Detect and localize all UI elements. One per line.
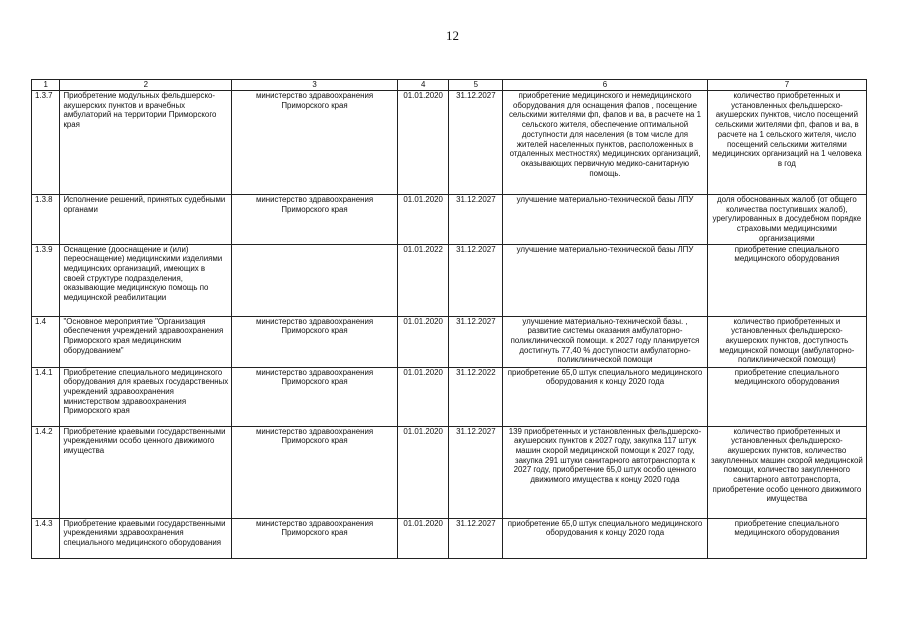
table-row (32, 195, 867, 245)
row-number: 1.4.3 (32, 518, 60, 558)
indicator: доля обоснованных жалоб (от общего количества поступивших жалоб), урегулированных в досудебном порядке страховыми медицинскими организациями (707, 195, 866, 245)
indicator: количество приобретенных и установленных фельдшерско-акушерских пунктов, доступность медицинской помощи (амбулаторно-поликлинической помощи) (707, 316, 866, 367)
table-row (32, 518, 867, 558)
indicator: приобретение специального медицинского оборудования (707, 367, 866, 426)
indicator: количество приобретенных и установленных фельдшерско-акушерских пунктов, число посещений сельскими жителями фп, фапов и ва, в расчете на 1 сельского жителя, число посещений сельскими жителями медицинских организаций на 1 человека в год (707, 91, 866, 195)
measure-name: Приобретение краевыми государственными учреждениями особо ценного движимого имущества (60, 426, 232, 518)
executor: министерство здравоохранения Приморского края (232, 316, 398, 367)
start-date: 01.01.2020 (397, 91, 449, 195)
end-date: 31.12.2027 (449, 195, 503, 245)
executor: министерство здравоохранения Приморского края (232, 426, 398, 518)
start-date: 01.01.2020 (397, 316, 449, 367)
row-number: 1.4 (32, 316, 60, 367)
start-date: 01.01.2020 (397, 518, 449, 558)
start-date: 01.01.2020 (397, 426, 449, 518)
table-row (32, 367, 867, 426)
start-date: 01.01.2020 (397, 367, 449, 426)
measures-table (31, 79, 867, 559)
end-date: 31.12.2027 (449, 518, 503, 558)
expected-result: 139 приобретенных и установленных фельдшерско-акушерских пунктов к 2027 году, закупка 117 штук машин скорой медицинской помощи к 2027 году, закупка 291 штуки санитарного автотранспорта к 2027 году, приобретение 65,0 штук особо ценного движимого имущества к концу 2020 года (503, 426, 708, 518)
end-date: 31.12.2022 (449, 367, 503, 426)
measure-name: Приобретение краевыми государственными учреждениями здравоохранения специального медицинского оборудования (60, 518, 232, 558)
table-row (32, 91, 867, 195)
indicator: приобретение специального медицинского оборудования (707, 518, 866, 558)
executor: министерство здравоохранения Приморского края (232, 367, 398, 426)
executor: министерство здравоохранения Приморского края (232, 91, 398, 195)
table-row (32, 426, 867, 518)
measure-name: Оснащение (дооснащение и (или) переоснащение) медицинскими изделиями медицинских организаций, имеющих в своей структуре подразделения, оказывающие медицинскую помощь по медицинской реабилитации (60, 244, 232, 316)
expected-result: приобретение 65,0 штук специального медицинского оборудования к концу 2020 года (503, 367, 708, 426)
header-cell: 2 (60, 80, 232, 91)
page-number: 12 (446, 28, 459, 43)
expected-result: улучшение материально-технической базы. , развитие системы оказания амбулаторно-поликлинической помощи. к 2027 году планируется достигнуть 77,40 % доступности амбулаторно-поликлинической помощи (503, 316, 708, 367)
indicator: количество приобретенных и установленных фельдшерско-акушерских пунктов, количество закупленных машин скорой медицинской помощи, количество закупленного санитарного автотранспорта, приобретение особо ценного движимого имущества (707, 426, 866, 518)
header-cell: 1 (32, 80, 60, 91)
table-row (32, 316, 867, 367)
table-row (32, 244, 867, 316)
measure-name: Приобретение специального медицинского оборудования для краевых государственных учреждений здравоохранения министерством здравоохранения Приморского края (60, 367, 232, 426)
end-date: 31.12.2027 (449, 91, 503, 195)
start-date: 01.01.2020 (397, 195, 449, 245)
expected-result: улучшение материально-технической базы ЛПУ (503, 244, 708, 316)
row-number: 1.3.9 (32, 244, 60, 316)
header-cell: 6 (503, 80, 708, 91)
end-date: 31.12.2027 (449, 426, 503, 518)
header-cell: 3 (232, 80, 398, 91)
header-cell: 4 (397, 80, 449, 91)
row-number: 1.3.8 (32, 195, 60, 245)
row-number: 1.4.2 (32, 426, 60, 518)
end-date: 31.12.2027 (449, 316, 503, 367)
row-number: 1.4.1 (32, 367, 60, 426)
executor: министерство здравоохранения Приморского края (232, 518, 398, 558)
end-date: 31.12.2027 (449, 244, 503, 316)
measure-name: "Основное мероприятие "Организация обеспечения учреждений здравоохранения Приморского края медицинским оборудованием" (60, 316, 232, 367)
measure-name: Приобретение модульных фельдшерско-акушерских пунктов и врачебных амбулаторий на территории Приморского края (60, 91, 232, 195)
start-date: 01.01.2022 (397, 244, 449, 316)
expected-result: улучшение материально-технической базы ЛПУ (503, 195, 708, 245)
header-cell: 7 (707, 80, 866, 91)
measure-name: Исполнение решений, принятых судебными органами (60, 195, 232, 245)
header-cell: 5 (449, 80, 503, 91)
expected-result: приобретение 65,0 штук специального медицинского оборудования к концу 2020 года (503, 518, 708, 558)
indicator: приобретение специального медицинского оборудования (707, 244, 866, 316)
header-row (32, 80, 867, 91)
executor (232, 244, 398, 316)
row-number: 1.3.7 (32, 91, 60, 195)
expected-result: приобретение медицинского и немедицинского оборудования для оснащения фапов , посещение сельскими жителями фп, фапов и ва, в расчете на 1 сельского жителя, обеспечение оптимальной доступности для населения (в том числе для жителей населенных пунктов, расположенных в отдаленных местностях) медицинских организаций, оказывающих первичную медико-санитарную помощь. (503, 91, 708, 195)
executor: министерство здравоохранения Приморского края (232, 195, 398, 245)
